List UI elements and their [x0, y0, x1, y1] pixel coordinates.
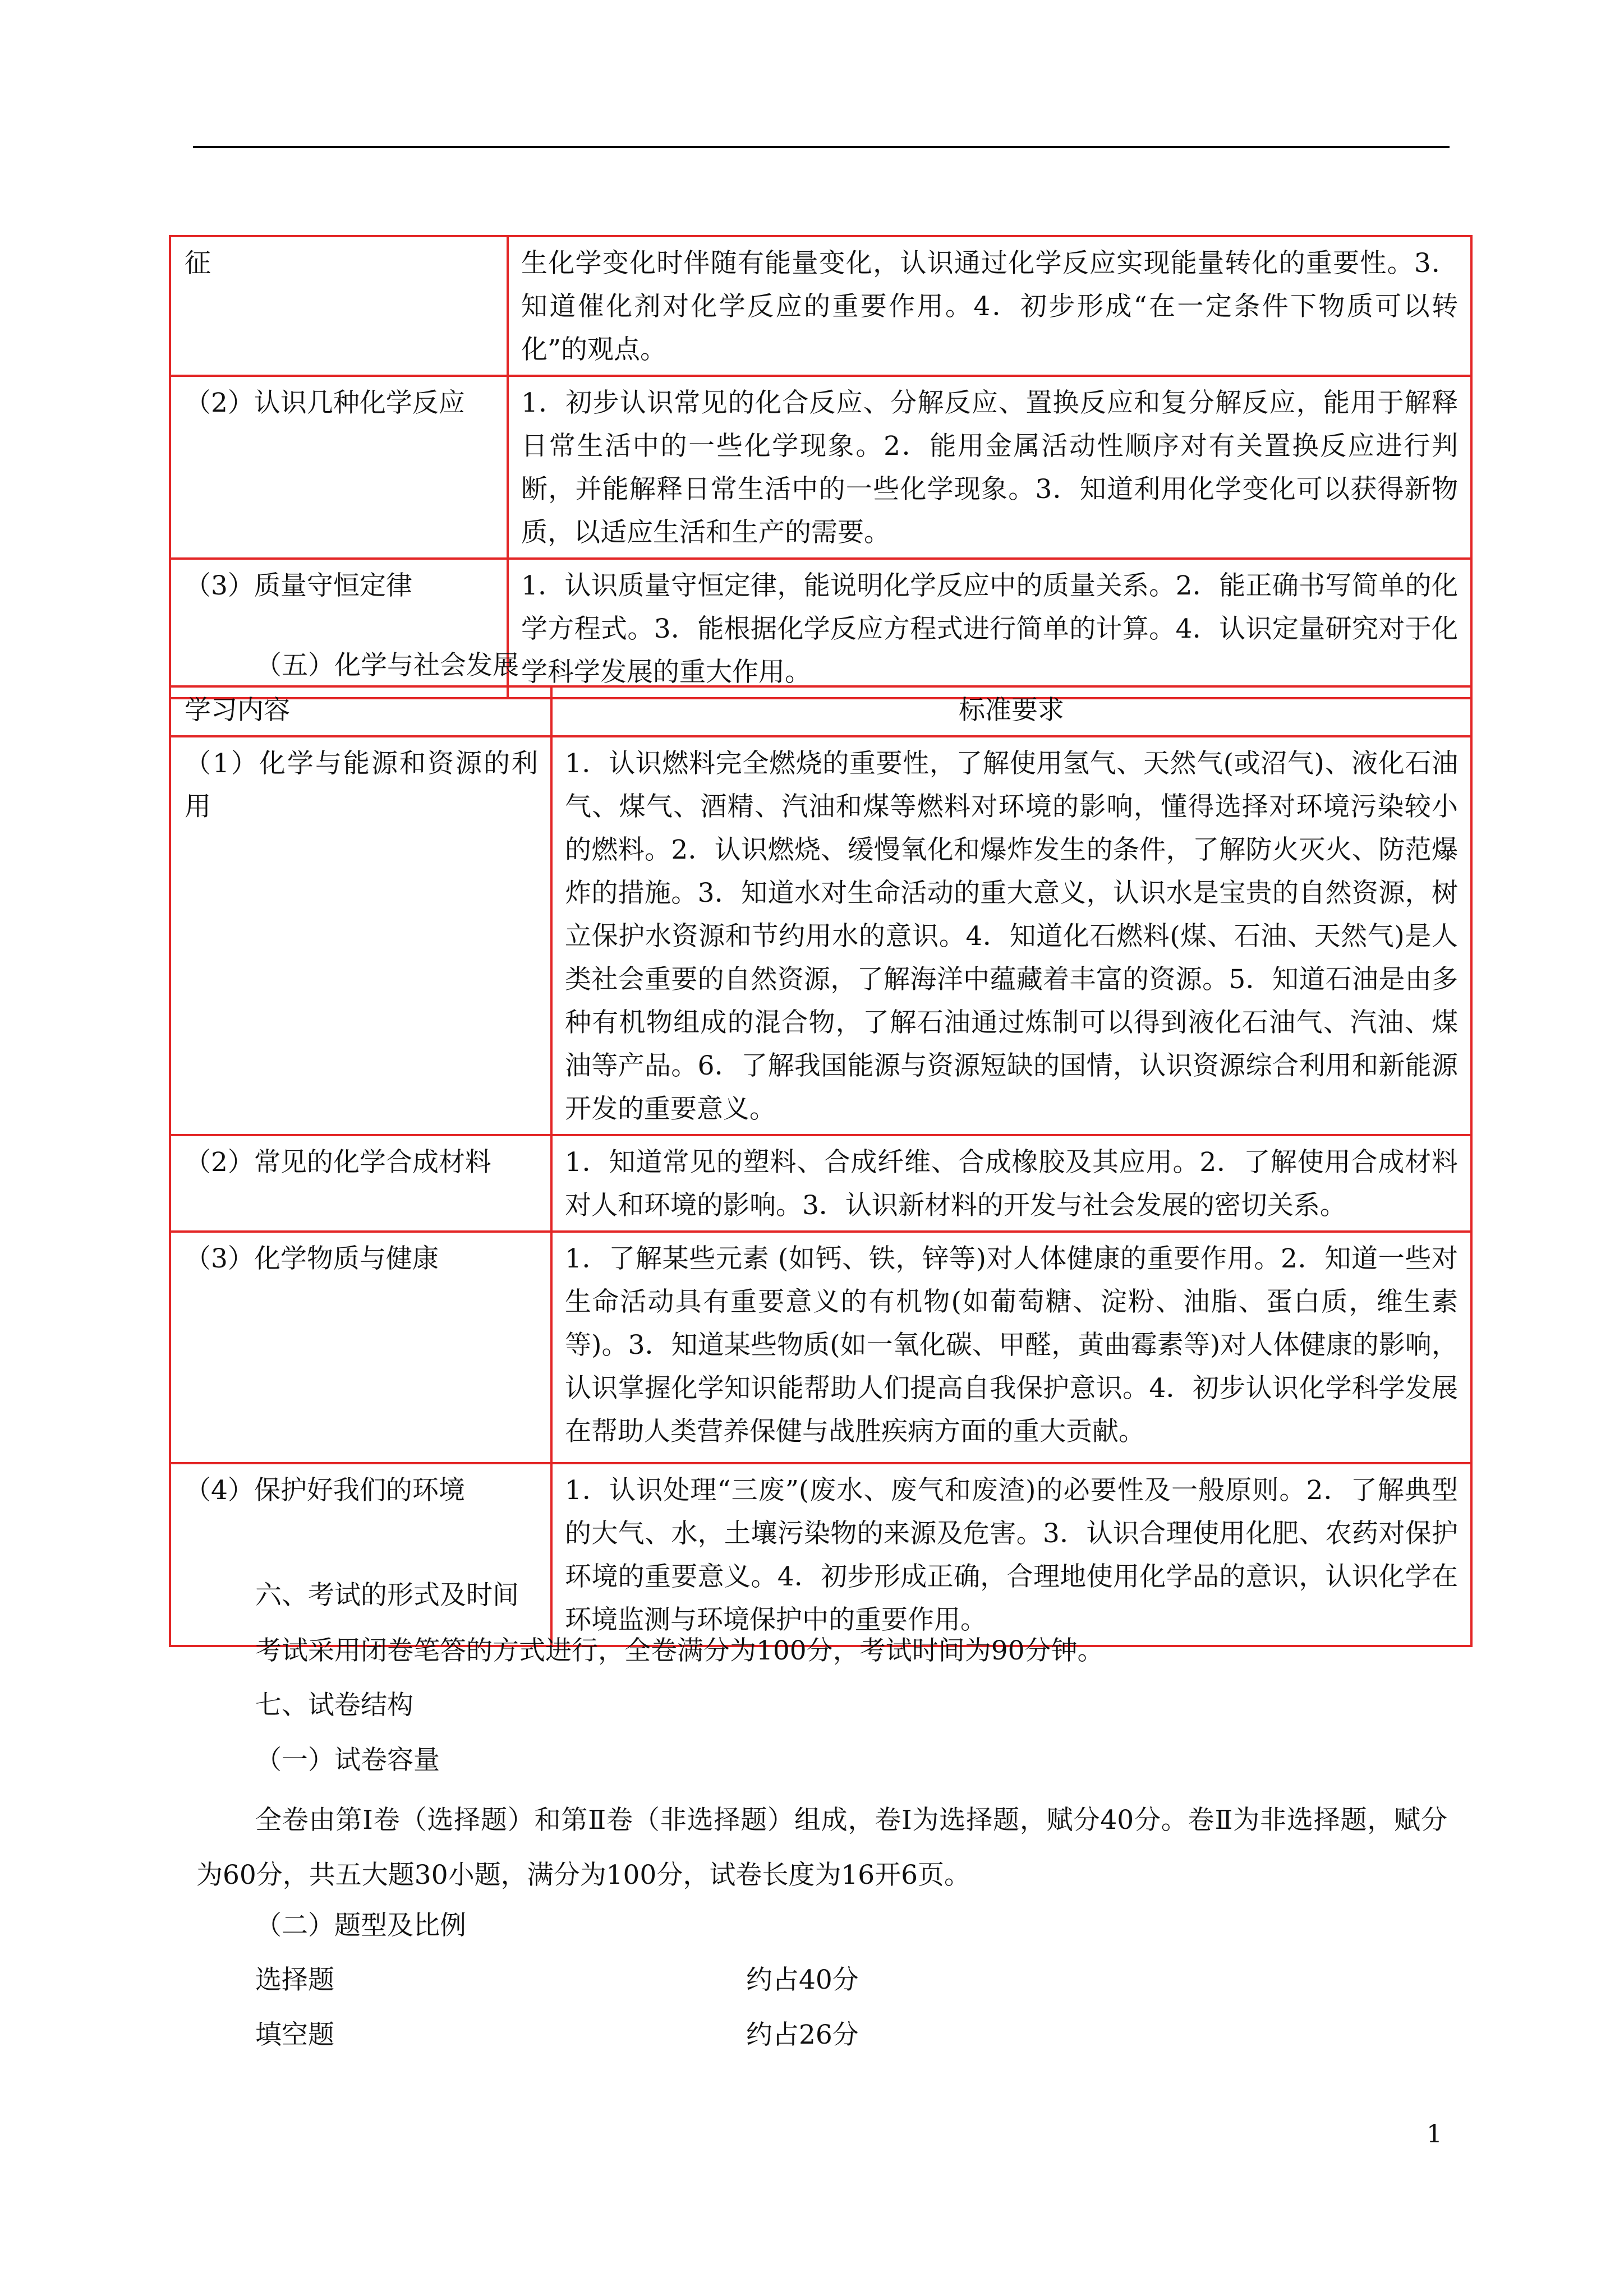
row-text: 1．认识处理“三废”(废水、废气和废渣)的必要性及一般原则。2．了解典型的大气、水，土壤污染物的来源及危害。3．认识合理使用化肥、农药对保护环境的重要意义。4．初步形成正确，合理地使用化学品的意识，认识化学在环境监测与环境保护中的重要作用。: [551, 1463, 1471, 1646]
table-row: [170, 1232, 1471, 1463]
question-type-score: 约占40分: [746, 1965, 859, 1995]
row-label: （4）保护好我们的环境: [170, 1463, 551, 1646]
row-text: 生化学变化时伴随有能量变化，认识通过化学反应实现能量转化的重要性。3．知道催化剂对化学反应的重要作用。4．初步形成“在一定条件下物质可以转化”的观点。: [508, 236, 1471, 376]
table-header-row: [170, 686, 1471, 736]
question-type-score: 约占26分: [746, 2020, 859, 2050]
row-label: （3）质量守恒定律: [170, 559, 508, 698]
table-row: [170, 1135, 1471, 1232]
header-rule: [193, 146, 1450, 148]
section-7-sub2-title: （二）题型及比例: [255, 1910, 466, 1941]
section-7-title: 七、试卷结构: [255, 1690, 413, 1721]
row-label: （1）化学与能源和资源的利用: [170, 736, 551, 1135]
question-type-name: 填空题: [255, 2020, 334, 2050]
standards-table: [169, 685, 1473, 1647]
row-text: 1．初步认识常见的化合反应、分解反应、置换反应和复分解反应，能用于解释日常生活中的一些化学现象。2．能用金属活动性顺序对有关置换反应进行判断，并能解释日常生活中的一些化学现象。3．知道利用化学变化可以获得新物质，以适应生活和生产的需要。: [508, 376, 1471, 559]
table-row: [170, 236, 1471, 376]
row-text: 1．知道常见的塑料、合成纤维、合成橡胶及其应用。2．了解使用合成材料对人和环境的影响。3．认识新材料的开发与社会发展的密切关系。: [551, 1135, 1471, 1232]
table-row: [170, 376, 1471, 559]
row-label: 征: [170, 236, 508, 376]
section-6-text: 考试采用闭卷笔答的方式进行，全卷满分为100分，考试时间为90分钟。: [255, 1635, 1104, 1666]
question-type-name: 选择题: [255, 1965, 334, 1995]
section-6-title: 六、考试的形式及时间: [255, 1580, 519, 1611]
section-5-title: （五）化学与社会发展: [255, 650, 519, 681]
row-label: （2）认识几种化学反应: [170, 376, 508, 559]
header-standard: 标准要求: [551, 686, 1471, 736]
row-text: 1．了解某些元素 (如钙、铁，锌等)对人体健康的重要作用。2．知道一些对生命活动具有重要意义的有机物(如葡萄糖、淀粉、油脂、蛋白质，维生素等)。3．知道某些物质(如一氧化碳、甲醛，黄曲霉素等)对人体健康的影响，认识掌握化学知识能帮助人们提高自我保护意识。4．初步认识化学科学发展在帮助人类营养保健与战胜疾病方面的重大贡献。: [551, 1232, 1471, 1463]
table-row: [170, 1463, 1471, 1646]
header-content: 学习内容: [170, 686, 551, 736]
section-7-sub1-title: （一）试卷容量: [255, 1745, 440, 1776]
row-text: 1．认识质量守恒定律，能说明化学反应中的质量关系。2．能正确书写简单的化学方程式。3．能根据化学反应方程式进行简单的计算。4．认识定量研究对于化学科学发展的重大作用。: [508, 559, 1471, 698]
page-number: 1: [1427, 2120, 1442, 2149]
row-label: （2）常见的化学合成材料: [170, 1135, 551, 1232]
standards-table-continued: [169, 235, 1473, 699]
row-text: 1．认识燃料完全燃烧的重要性，了解使用氢气、天然气(或沼气)、液化石油气、煤气、酒精、汽油和煤等燃料对环境的影响，懂得选择对环境污染较小的燃料。2．认识燃烧、缓慢氧化和爆炸发生的条件，了解防火灭火、防范爆炸的措施。3．知道水对生命活动的重大意义，认识水是宝贵的自然资源，树立保护水资源和节约用水的意识。4．知道化石燃料(煤、石油、天然气)是人类社会重要的自然资源，了解海洋中蕴藏着丰富的资源。5．知道石油是由多种有机物组成的混合物，了解石油通过炼制可以得到液化石油气、汽油、煤油等产品。6．了解我国能源与资源短缺的国情，认识资源综合利用和新能源开发的重要意义。: [551, 736, 1471, 1135]
table-row: [170, 736, 1471, 1135]
row-label: （3）化学物质与健康: [170, 1232, 551, 1463]
section-7-sub1-text: 全卷由第Ⅰ卷（选择题）和第Ⅱ卷（非选择题）组成，卷Ⅰ为选择题，赋分40分。卷Ⅱ为非选择题，赋分为60分，共五大题30小题，满分为100分，试卷长度为16开6页。: [196, 1805, 1447, 1891]
